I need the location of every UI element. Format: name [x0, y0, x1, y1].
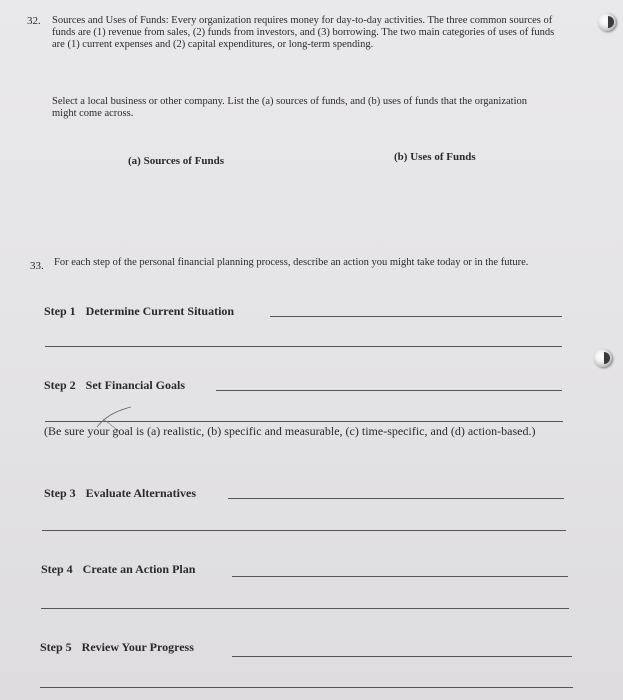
step-2-label	[44, 378, 185, 393]
step-5-answer-line-2[interactable]	[40, 687, 573, 688]
step-number: Step 3	[44, 486, 76, 500]
step-4-label	[41, 562, 195, 577]
question-33-text: For each step of the personal financial planning process, describe an action you might take today or in the future.	[54, 257, 529, 268]
question-32-number: 32.	[27, 15, 41, 27]
question-32-instruction: Select a local business or other company. List the (a) sources of funds, and (b) uses of funds that the organization might come across.	[52, 96, 527, 119]
step-5-answer-line[interactable]	[232, 656, 572, 657]
step-3-answer-line-2[interactable]	[42, 530, 566, 531]
step-3-label	[44, 486, 196, 501]
step-number: Step 2	[44, 378, 76, 392]
step-number: Step 4	[41, 562, 73, 576]
step-title: Create an Action Plan	[82, 562, 196, 576]
step-title: Set Financial Goals	[85, 378, 186, 392]
step-3-answer-line[interactable]	[228, 498, 564, 499]
step-title: Review Your Progress	[81, 640, 194, 654]
step-1-label	[44, 304, 234, 319]
audio-bullet-icon[interactable]	[594, 349, 612, 367]
step-title: Determine Current Situation	[85, 304, 235, 318]
step-5-label	[40, 640, 194, 655]
step-number: Step 1	[44, 304, 76, 318]
sources-of-funds-heading: (a) Sources of Funds	[128, 155, 225, 167]
question-32-text: Sources and Uses of Funds: Every organization requires money for day-to-day activities. The three common sources of funds are (1) revenue from sales, (2) funds from investors, and (3) borrowing. The two main categories of uses of funds are (1) current expenses and (2) capital expenditures, or long-term spending.	[52, 15, 555, 50]
step-number: Step 5	[40, 640, 72, 654]
step-2-answer-line[interactable]	[216, 390, 562, 391]
step-4-answer-line-2[interactable]	[41, 608, 569, 609]
step-title: Evaluate Alternatives	[85, 486, 196, 500]
question-33-number: 33.	[30, 260, 44, 272]
step-1-answer-line[interactable]	[270, 316, 562, 317]
uses-of-funds-heading: (b) Uses of Funds	[394, 151, 476, 163]
goal-note: (Be sure your goal is (a) realistic, (b) specific and measurable, (c) time-specific, and (d) action-based.)	[44, 424, 536, 438]
step-1-answer-line-2[interactable]	[45, 346, 562, 347]
step-4-answer-line[interactable]	[232, 576, 568, 577]
audio-bullet-icon[interactable]	[598, 13, 616, 31]
